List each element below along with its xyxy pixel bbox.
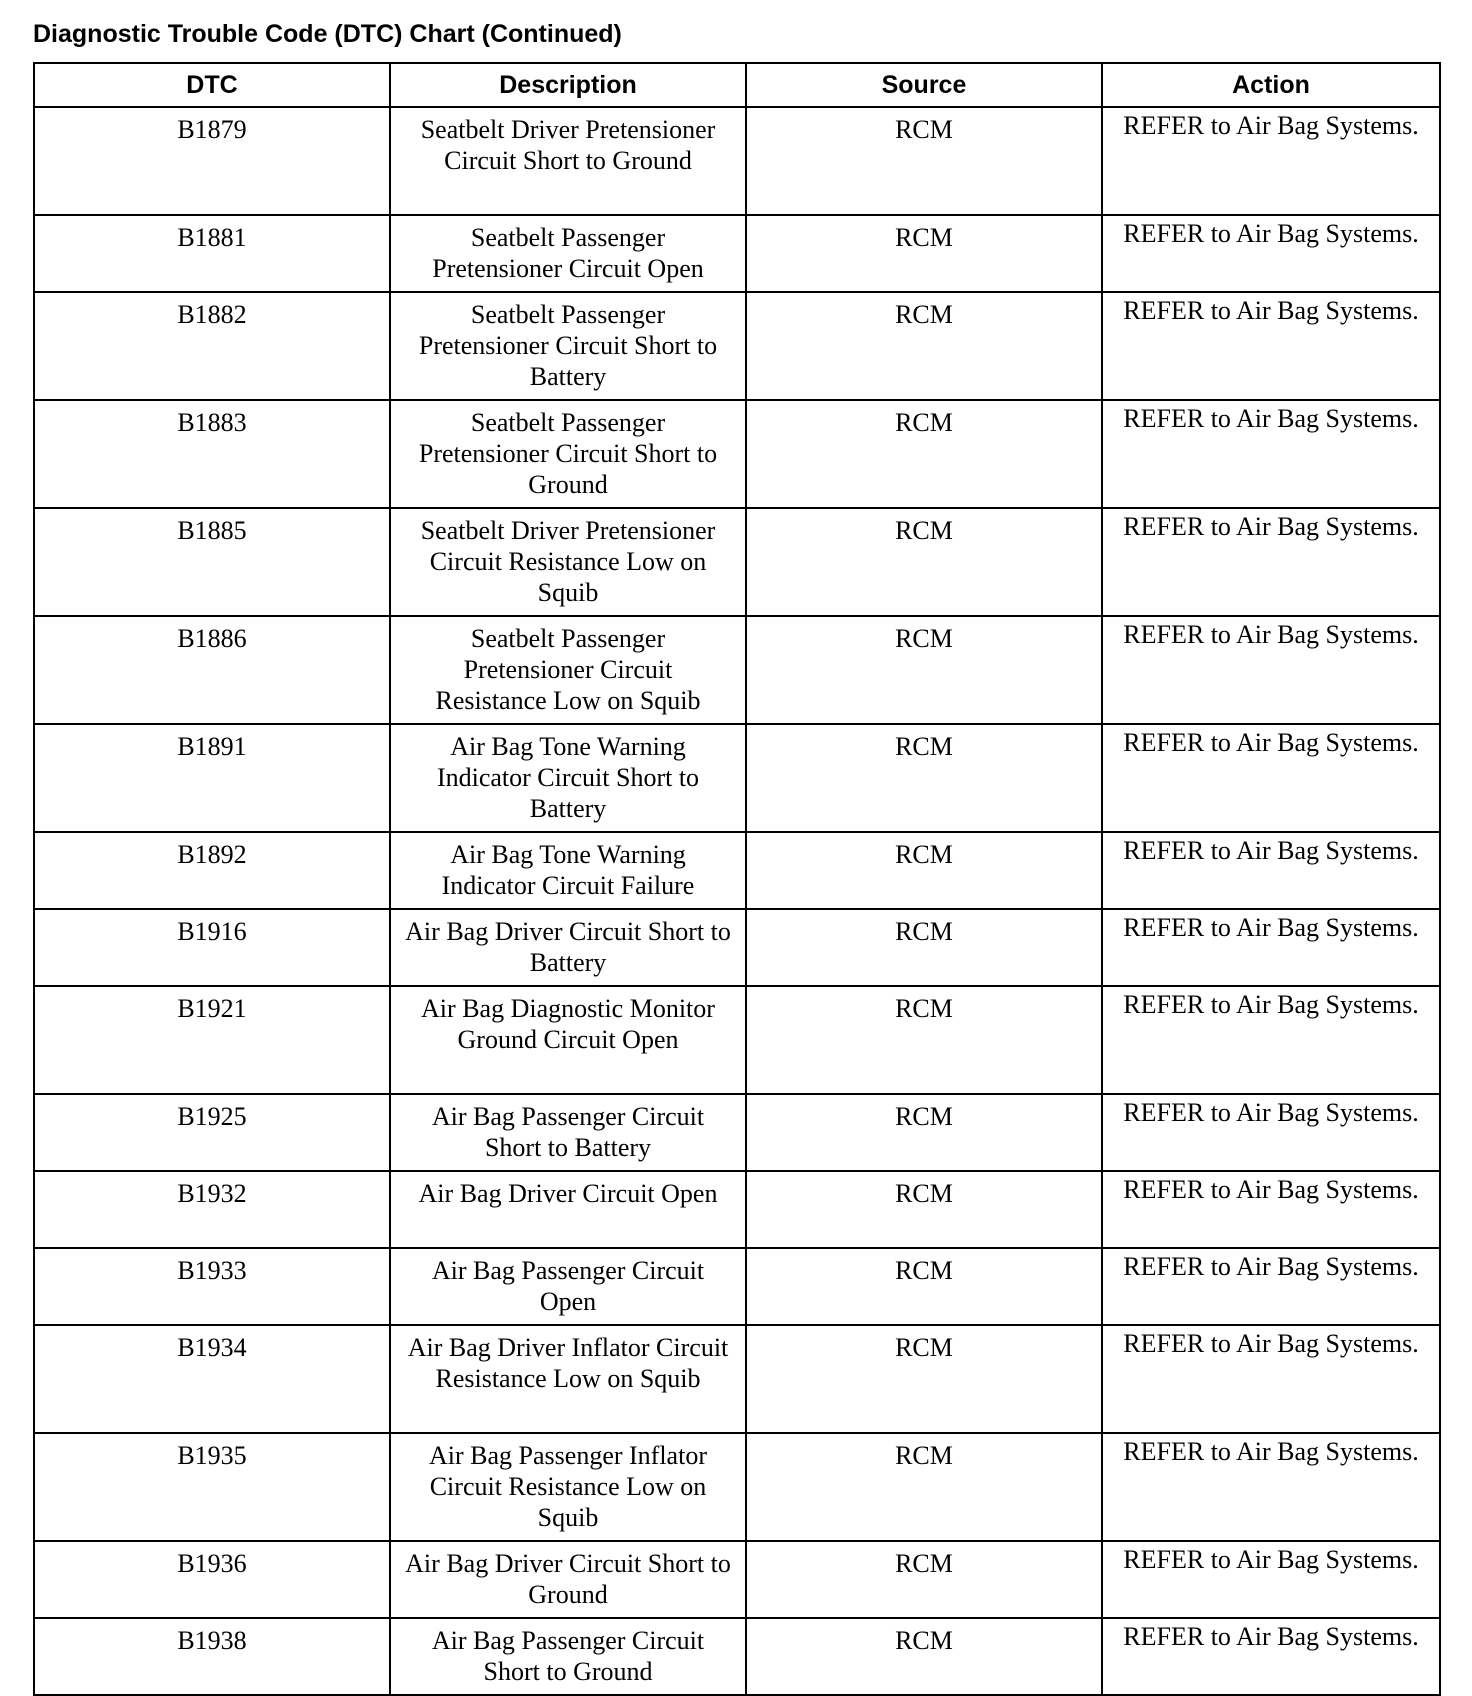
description-cell: Air Bag Passenger Inflator Circuit Resistance Low on Squib — [390, 1433, 746, 1541]
action-cell: REFER to Air Bag Systems. — [1102, 616, 1440, 724]
description-cell: Seatbelt Passenger Pretensioner Circuit Short to Ground — [390, 400, 746, 508]
action-cell: REFER to Air Bag Systems. — [1102, 1618, 1440, 1695]
description-cell: Air Bag Driver Circuit Open — [390, 1171, 746, 1248]
dtc-cell: B1921 — [34, 986, 390, 1094]
action-cell: REFER to Air Bag Systems. — [1102, 724, 1440, 832]
source-cell: RCM — [746, 832, 1102, 909]
dtc-cell: B1885 — [34, 508, 390, 616]
action-cell: REFER to Air Bag Systems. — [1102, 1094, 1440, 1171]
description-cell: Air Bag Driver Circuit Short to Ground — [390, 1541, 746, 1618]
dtc-cell: B1892 — [34, 832, 390, 909]
description-cell: Air Bag Tone Warning Indicator Circuit Short to Battery — [390, 724, 746, 832]
action-cell: REFER to Air Bag Systems. — [1102, 215, 1440, 292]
table-row — [34, 1618, 1440, 1695]
description-cell: Air Bag Passenger Circuit Open — [390, 1248, 746, 1325]
table-row — [34, 508, 1440, 616]
dtc-cell: B1925 — [34, 1094, 390, 1171]
source-cell: RCM — [746, 215, 1102, 292]
table-header-row — [34, 63, 1440, 107]
source-cell: RCM — [746, 508, 1102, 616]
table-row — [34, 909, 1440, 986]
action-cell: REFER to Air Bag Systems. — [1102, 107, 1440, 215]
source-cell: RCM — [746, 1248, 1102, 1325]
dtc-cell: B1934 — [34, 1325, 390, 1433]
dtc-cell: B1879 — [34, 107, 390, 215]
table-row — [34, 1248, 1440, 1325]
table-row — [34, 1094, 1440, 1171]
table-row — [34, 1171, 1440, 1248]
description-cell: Seatbelt Passenger Pretensioner Circuit Short to Battery — [390, 292, 746, 400]
table-row — [34, 832, 1440, 909]
table-row — [34, 1541, 1440, 1618]
action-cell: REFER to Air Bag Systems. — [1102, 1248, 1440, 1325]
source-cell: RCM — [746, 1541, 1102, 1618]
dtc-cell: B1935 — [34, 1433, 390, 1541]
source-cell: RCM — [746, 909, 1102, 986]
description-cell: Seatbelt Driver Pretensioner Circuit Resistance Low on Squib — [390, 508, 746, 616]
dtc-cell: B1932 — [34, 1171, 390, 1248]
action-cell: REFER to Air Bag Systems. — [1102, 292, 1440, 400]
description-cell: Seatbelt Passenger Pretensioner Circuit Open — [390, 215, 746, 292]
source-cell: RCM — [746, 1325, 1102, 1433]
dtc-cell: B1933 — [34, 1248, 390, 1325]
source-cell: RCM — [746, 616, 1102, 724]
source-cell: RCM — [746, 1171, 1102, 1248]
table-row — [34, 215, 1440, 292]
source-cell: RCM — [746, 1618, 1102, 1695]
action-cell: REFER to Air Bag Systems. — [1102, 986, 1440, 1094]
dtc-cell: B1938 — [34, 1618, 390, 1695]
source-cell: RCM — [746, 986, 1102, 1094]
column-header-action: Action — [1102, 63, 1440, 107]
dtc-cell: B1891 — [34, 724, 390, 832]
action-cell: REFER to Air Bag Systems. — [1102, 1433, 1440, 1541]
description-cell: Air Bag Driver Circuit Short to Battery — [390, 909, 746, 986]
page-title: Diagnostic Trouble Code (DTC) Chart (Continued) — [33, 20, 622, 48]
table-row — [34, 1325, 1440, 1433]
source-cell: RCM — [746, 400, 1102, 508]
action-cell: REFER to Air Bag Systems. — [1102, 508, 1440, 616]
action-cell: REFER to Air Bag Systems. — [1102, 909, 1440, 986]
table-row — [34, 292, 1440, 400]
dtc-cell: B1882 — [34, 292, 390, 400]
description-cell: Air Bag Diagnostic Monitor Ground Circuit Open — [390, 986, 746, 1094]
source-cell: RCM — [746, 107, 1102, 215]
source-cell: RCM — [746, 292, 1102, 400]
dtc-cell: B1936 — [34, 1541, 390, 1618]
table-row — [34, 986, 1440, 1094]
source-cell: RCM — [746, 1094, 1102, 1171]
table-row — [34, 724, 1440, 832]
action-cell: REFER to Air Bag Systems. — [1102, 1541, 1440, 1618]
action-cell: REFER to Air Bag Systems. — [1102, 1325, 1440, 1433]
table-row — [34, 1433, 1440, 1541]
dtc-cell: B1886 — [34, 616, 390, 724]
description-cell: Air Bag Driver Inflator Circuit Resistance Low on Squib — [390, 1325, 746, 1433]
column-header-source: Source — [746, 63, 1102, 107]
description-cell: Air Bag Tone Warning Indicator Circuit Failure — [390, 832, 746, 909]
table-row — [34, 107, 1440, 215]
description-cell: Seatbelt Driver Pretensioner Circuit Short to Ground — [390, 107, 746, 215]
document-page — [33, 18, 1439, 1696]
action-cell: REFER to Air Bag Systems. — [1102, 1171, 1440, 1248]
dtc-cell: B1883 — [34, 400, 390, 508]
dtc-cell: B1881 — [34, 215, 390, 292]
column-header-dtc: DTC — [34, 63, 390, 107]
table-row — [34, 400, 1440, 508]
description-cell: Seatbelt Passenger Pretensioner Circuit Resistance Low on Squib — [390, 616, 746, 724]
action-cell: REFER to Air Bag Systems. — [1102, 832, 1440, 909]
dtc-cell: B1916 — [34, 909, 390, 986]
description-cell: Air Bag Passenger Circuit Short to Battery — [390, 1094, 746, 1171]
description-cell: Air Bag Passenger Circuit Short to Ground — [390, 1618, 746, 1695]
action-cell: REFER to Air Bag Systems. — [1102, 400, 1440, 508]
column-header-description: Description — [390, 63, 746, 107]
source-cell: RCM — [746, 724, 1102, 832]
table-row — [34, 616, 1440, 724]
dtc-table — [33, 62, 1441, 1696]
source-cell: RCM — [746, 1433, 1102, 1541]
